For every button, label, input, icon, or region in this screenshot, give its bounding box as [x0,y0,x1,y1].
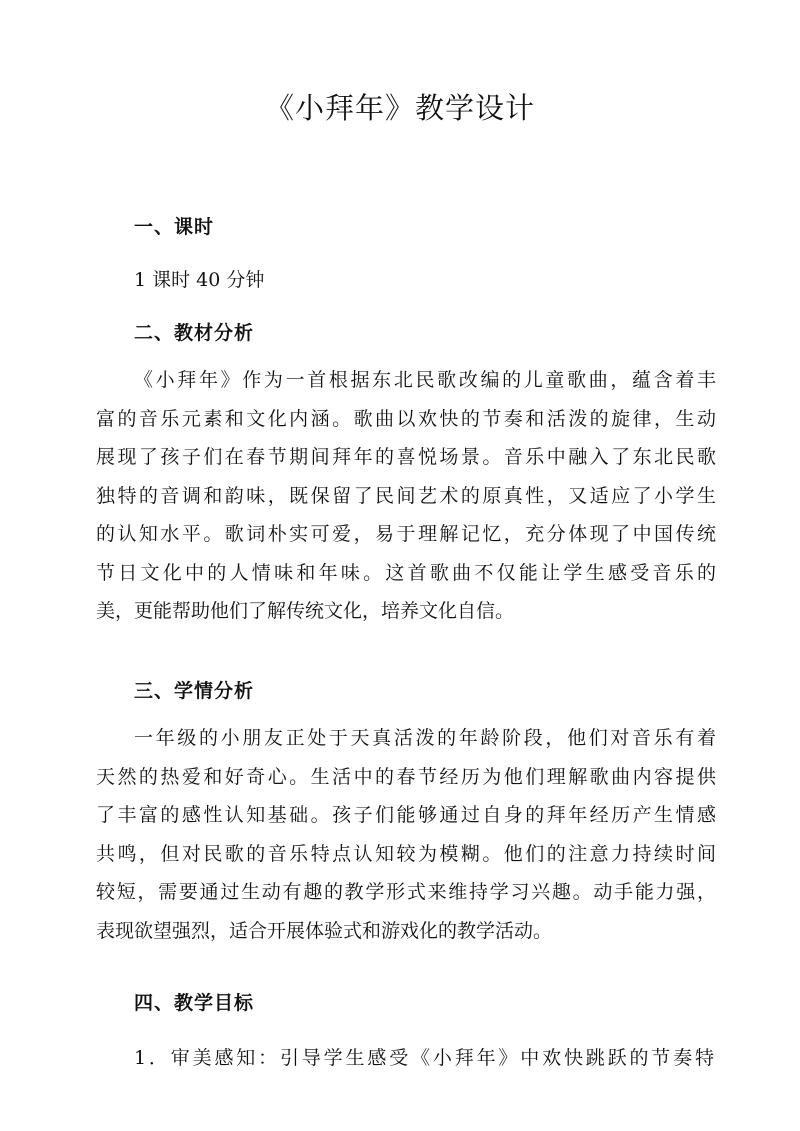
material-line: 美，更能帮助他们了解传统文化，培养文化自信。 [96,600,515,622]
document-title: 《小拜年》教学设计 [264,91,535,125]
material-line: 的认知水平。歌词朴实可爱，易于理解记忆，充分体现了中国传统 [96,523,716,545]
section-heading-students: 三、学情分析 [134,680,255,702]
material-line: 展现了孩子们在春节期间拜年的喜悦场景。音乐中融入了东北民歌 [96,446,716,468]
students-paragraph [96,719,716,950]
students-line: 一年级的小朋友正处于天真活泼的年龄阶段，他们对音乐有着 [134,727,716,749]
goal-item: 1．审美感知：引导学生感受《小拜年》中欢快跳跃的节奏特 [134,1047,714,1069]
students-line: 表现欲望强烈，适合开展体验式和游戏化的教学活动。 [96,919,553,942]
material-line: 《小拜年》作为一首根据东北民歌改编的儿童歌曲，蕴含着丰 [134,369,716,391]
students-line: 天然的热爱和好奇心。生活中的春节经历为他们理解歌曲内容提供 [96,765,716,788]
section-heading-material: 二、教材分析 [134,322,255,344]
material-line: 独特的音调和韵味，既保留了民间艺术的原真性，又适应了小学生 [96,484,716,507]
material-line: 富的音乐元素和文化内涵。歌曲以欢快的节奏和活泼的旋律，生动 [96,407,716,430]
section-heading-goals: 四、教学目标 [134,992,255,1014]
material-line: 节日文化中的人情味和年味。这首歌曲不仅能让学生感受音乐的 [96,561,716,584]
period-text: 1 课时 40 分钟 [134,269,265,291]
material-paragraph [96,361,716,631]
students-line: 了丰富的感性认知基础。孩子们能够通过自身的拜年经历产生情感 [96,804,716,826]
students-line: 较短，需要通过生动有趣的教学形式来维持学习兴趣。动手能力强， [96,881,716,903]
students-line: 共鸣，但对民歌的音乐特点认知较为模糊。他们的注意力持续时间 [96,842,716,865]
section-heading-period: 一、课时 [134,216,215,238]
